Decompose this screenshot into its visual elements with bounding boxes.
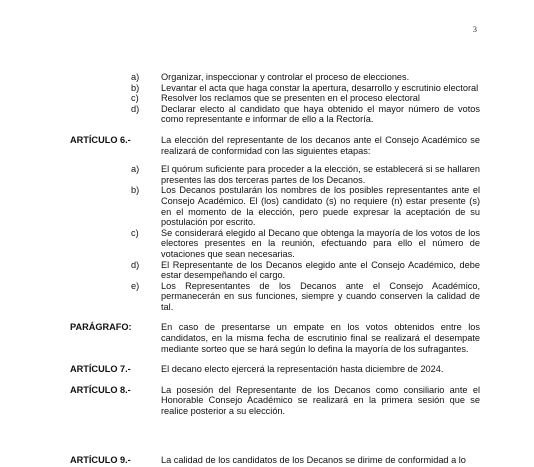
article-text: El decano electo ejercerá la representación hasta diciembre de 2024. bbox=[161, 364, 444, 375]
article-heading: ARTÍCULO 9.- bbox=[70, 455, 131, 465]
list-item bbox=[70, 260, 480, 281]
list-item-letter: b) bbox=[131, 185, 140, 196]
article-8 bbox=[70, 385, 480, 417]
article-heading: ARTÍCULO 7.- bbox=[70, 364, 131, 375]
article-text: La elección del representante de los decanos ante el Consejo Académico se realizará de conformidad con las siguientes etapas: bbox=[161, 134, 480, 156]
list-item bbox=[70, 72, 480, 83]
list-item bbox=[70, 104, 480, 125]
list-item-letter: d) bbox=[131, 259, 140, 270]
paragrafo-heading: PARÁGRAFO: bbox=[70, 322, 132, 333]
list-item bbox=[70, 93, 480, 104]
list-item-letter: b) bbox=[131, 82, 140, 93]
list-item bbox=[70, 83, 480, 94]
article-7 bbox=[70, 364, 480, 375]
list-item-letter: e) bbox=[131, 280, 140, 291]
article-text: La calidad de los candidatos de los Decanos se dirime de conformidad a lo bbox=[161, 455, 466, 465]
article-text: La posesión del Representante de los Decanos como consiliario ante el Honorable Consejo Académico se realizará en la primera sesión que se realice posterior a su elección. bbox=[161, 384, 480, 417]
article-heading: ARTÍCULO 8.- bbox=[70, 384, 131, 395]
list-election-stages bbox=[70, 164, 480, 312]
document-body bbox=[70, 72, 480, 417]
list-item-text: El quórum suficiente para proceder a la elección, se establecerá si se hallaren presentes las dos terceras partes de los Decanos. bbox=[161, 164, 480, 185]
list-item-text: Los Decanos postularán los nombres de los posibles representantes ante el Consejo Académico. El (los) candidato (s) no requiere (n) estar presente (s) en el momento de la elección, pero puede expresar la aceptación de su postulación por escrito. bbox=[161, 185, 480, 228]
paragrafo bbox=[70, 322, 480, 354]
list-electoral-duties bbox=[70, 72, 480, 125]
list-item-text: Se considerará elegido al Decano que obtenga la mayoría de los votos de los electores presentes en la reunión, efectuando para ello el número de votaciones que sean necesarias. bbox=[161, 227, 480, 259]
list-item bbox=[70, 228, 480, 260]
list-item-letter: a) bbox=[131, 164, 140, 175]
list-item-text: Resolver los reclamos que se presenten en el proceso electoral bbox=[161, 93, 420, 104]
article-heading: ARTÍCULO 6.- bbox=[70, 134, 131, 145]
list-item bbox=[70, 164, 480, 185]
page-number: 3 bbox=[472, 24, 477, 34]
list-item-letter: c) bbox=[131, 227, 139, 238]
list-item-text: Declarar electo al candidato que haya obtenido el mayor número de votos como representante e informar de ello a la Rectoría. bbox=[161, 103, 480, 125]
list-item-letter: d) bbox=[131, 103, 140, 114]
list-item bbox=[70, 281, 480, 313]
article-9-cutoff bbox=[70, 455, 480, 467]
paragrafo-text: En caso de presentarse un empate en los votos obtenidos entre los candidatos, en la misma fecha de escrutinio final se realizará el desempate mediante sorteo que se hará según lo defina la mayoría de los sufragantes. bbox=[161, 322, 480, 354]
list-item-letter: a) bbox=[131, 72, 140, 82]
list-item bbox=[70, 185, 480, 227]
list-item-text: Levantar el acta que haga constar la apertura, desarrollo y escrutinio electoral bbox=[161, 82, 479, 93]
list-item-letter: c) bbox=[131, 93, 139, 104]
article-6 bbox=[70, 135, 480, 156]
list-item-text: El Representante de los Decanos elegido ante el Consejo Académico, debe estar desempeñando el cargo. bbox=[161, 259, 480, 281]
list-item-text: Los Representantes de los Decanos ante el Consejo Académico, permanecerán en sus funciones, siempre y cuando conserven la calidad de tal. bbox=[161, 280, 480, 312]
list-item-text: Organizar, inspeccionar y controlar el proceso de elecciones. bbox=[161, 72, 410, 82]
